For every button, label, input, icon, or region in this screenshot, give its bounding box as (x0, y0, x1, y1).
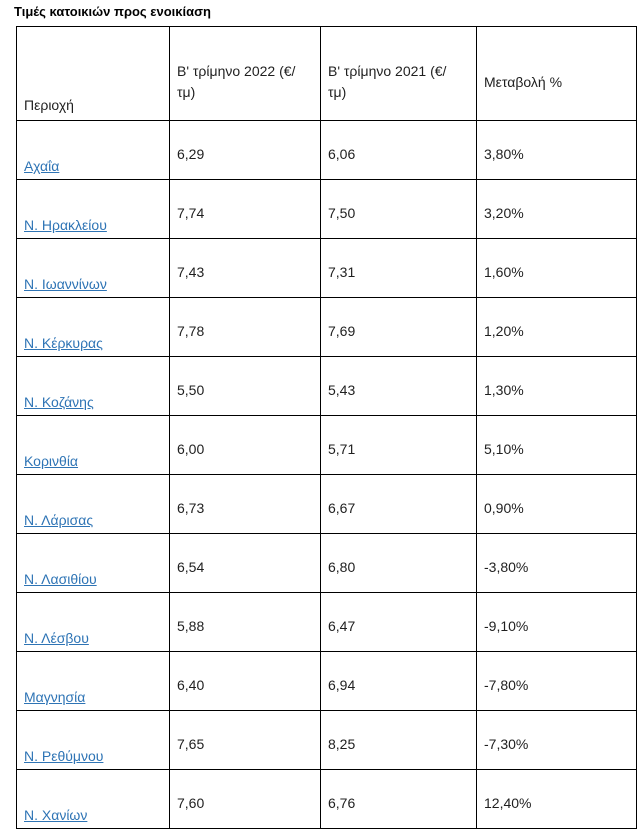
value-2022-cell (170, 357, 321, 416)
table-row (17, 475, 637, 534)
region-cell (17, 239, 170, 298)
change-cell (477, 416, 637, 475)
change-cell (477, 357, 637, 416)
change-cell (477, 475, 637, 534)
region-cell (17, 298, 170, 357)
change-value: 0,90% (484, 500, 524, 516)
change-cell (477, 180, 637, 239)
table-row (17, 652, 637, 711)
value-2021-cell (321, 711, 477, 770)
value-2022-cell (170, 121, 321, 180)
value-2022-cell (170, 711, 321, 770)
change-value: -7,80% (484, 677, 529, 693)
table-row (17, 416, 637, 475)
table-row (17, 239, 637, 298)
change-cell (477, 121, 637, 180)
value-2021-cell (321, 239, 477, 298)
column-header-2021-line2: τμ) (328, 84, 347, 100)
value-2021: 8,25 (328, 736, 356, 752)
table-row (17, 180, 637, 239)
region-link[interactable]: Ν. Κέρκυρας (24, 335, 103, 351)
change-cell (477, 239, 637, 298)
change-cell (477, 298, 637, 357)
table-row (17, 593, 637, 652)
value-2021: 7,31 (328, 264, 356, 280)
column-header-2021-line1: Β' τρίμηνο 2021 (€/ (328, 63, 447, 79)
value-2022: 6,29 (177, 146, 205, 162)
value-2022-cell (170, 180, 321, 239)
value-2021: 6,94 (328, 677, 356, 693)
table-row (17, 121, 637, 180)
value-2022-cell (170, 475, 321, 534)
value-2021-cell (321, 357, 477, 416)
region-cell (17, 357, 170, 416)
value-2021-cell (321, 770, 477, 829)
region-link[interactable]: Αχαΐα (24, 158, 60, 174)
value-2021: 6,80 (328, 559, 356, 575)
region-cell (17, 711, 170, 770)
region-cell (17, 121, 170, 180)
value-2022-cell (170, 593, 321, 652)
table-row (17, 770, 637, 829)
value-2021: 5,71 (328, 441, 356, 457)
value-2022: 7,74 (177, 205, 205, 221)
value-2022: 7,78 (177, 323, 205, 339)
value-2021-cell (321, 298, 477, 357)
value-2021: 6,06 (328, 146, 356, 162)
column-header-2022-line2: τμ) (177, 84, 196, 100)
value-2021-cell (321, 416, 477, 475)
region-cell (17, 416, 170, 475)
region-link[interactable]: Ν. Ιωαννίνων (24, 276, 107, 292)
value-2022: 7,65 (177, 736, 205, 752)
value-2021-cell (321, 180, 477, 239)
column-header-region-label: Περιοχή (24, 97, 74, 113)
change-value: 1,30% (484, 382, 524, 398)
value-2022-cell (170, 239, 321, 298)
value-2022-cell (170, 298, 321, 357)
region-cell (17, 593, 170, 652)
value-2021: 7,50 (328, 205, 356, 221)
region-cell (17, 534, 170, 593)
value-2021-cell (321, 121, 477, 180)
value-2021: 6,67 (328, 500, 356, 516)
column-header-2021 (321, 27, 477, 121)
page-title: Τιμές κατοικιών προς ενοικίαση (14, 4, 211, 19)
value-2021: 5,43 (328, 382, 356, 398)
table-row (17, 298, 637, 357)
region-cell (17, 180, 170, 239)
value-2022: 7,60 (177, 795, 205, 811)
value-2022: 6,00 (177, 441, 205, 457)
region-link[interactable]: Ν. Χανίων (24, 807, 88, 823)
change-value: -7,30% (484, 736, 529, 752)
change-value: -3,80% (484, 559, 529, 575)
column-header-2022-line1: Β' τρίμηνο 2022 (€/ (177, 63, 296, 79)
value-2022: 5,88 (177, 618, 205, 634)
region-link[interactable]: Ν. Λασιθίου (24, 571, 97, 587)
change-cell (477, 770, 637, 829)
value-2022-cell (170, 416, 321, 475)
change-cell (477, 652, 637, 711)
change-cell (477, 534, 637, 593)
table-row (17, 711, 637, 770)
change-value: 12,40% (484, 795, 532, 811)
region-link[interactable]: Ν. Λέσβου (24, 630, 89, 646)
region-link[interactable]: Ν. Ρεθύμνου (24, 748, 104, 764)
value-2021: 6,47 (328, 618, 356, 634)
change-value: 3,20% (484, 205, 524, 221)
value-2021: 6,76 (328, 795, 356, 811)
value-2021-cell (321, 652, 477, 711)
value-2022: 5,50 (177, 382, 205, 398)
change-value: 1,60% (484, 264, 524, 280)
region-cell (17, 475, 170, 534)
change-value: 3,80% (484, 146, 524, 162)
value-2021-cell (321, 593, 477, 652)
region-cell (17, 652, 170, 711)
table-body (17, 121, 637, 829)
column-header-region (17, 27, 170, 121)
region-link[interactable]: Ν. Κοζάνης (24, 394, 94, 410)
value-2021-cell (321, 534, 477, 593)
region-cell (17, 770, 170, 829)
value-2022: 6,73 (177, 500, 205, 516)
region-link[interactable]: Ν. Λάρισας (24, 512, 94, 528)
table-row (17, 534, 637, 593)
value-2021-cell (321, 475, 477, 534)
table-row (17, 357, 637, 416)
column-header-change (477, 27, 637, 121)
region-link[interactable]: Μαγνησία (24, 689, 86, 705)
value-2022-cell (170, 534, 321, 593)
region-link[interactable]: Κορινθία (24, 453, 79, 469)
value-2022-cell (170, 770, 321, 829)
value-2022: 6,40 (177, 677, 205, 693)
column-header-2022 (170, 27, 321, 121)
region-link[interactable]: Ν. Ηρακλείου (24, 217, 107, 233)
value-2022: 7,43 (177, 264, 205, 280)
value-2022-cell (170, 652, 321, 711)
rent-prices-table (16, 26, 637, 829)
change-value: -9,10% (484, 618, 529, 634)
change-value: 1,20% (484, 323, 524, 339)
value-2021: 7,69 (328, 323, 356, 339)
change-cell (477, 711, 637, 770)
change-cell (477, 593, 637, 652)
column-header-change-label: Μεταβολή % (484, 73, 563, 90)
change-value: 5,10% (484, 441, 524, 457)
value-2022: 6,54 (177, 559, 205, 575)
header-row (17, 27, 637, 121)
